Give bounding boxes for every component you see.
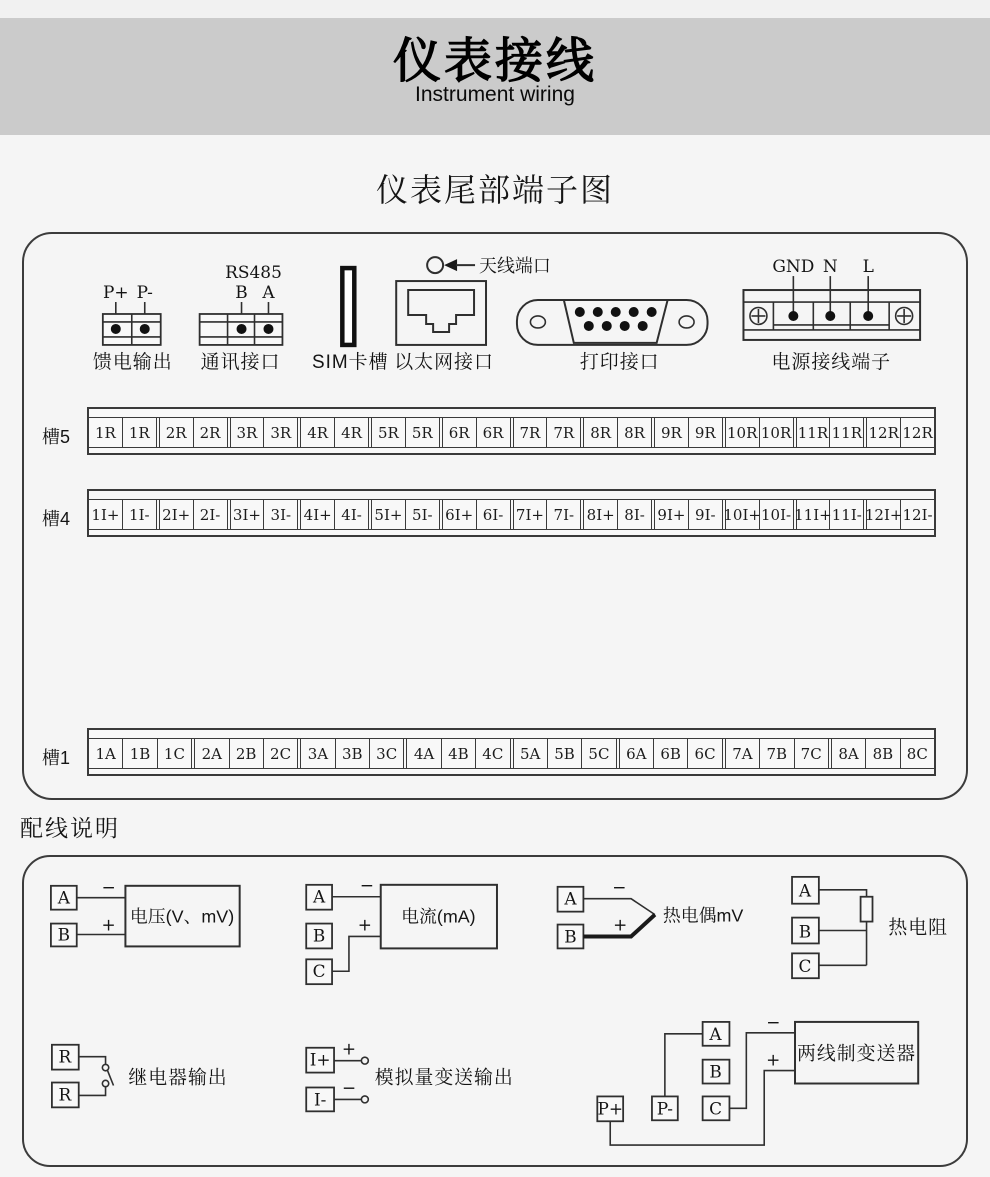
strip-bottom-band <box>89 768 934 774</box>
two-wire-transmitter-label: 两线制变送器 <box>797 1042 917 1064</box>
terminal-a: A <box>564 888 577 909</box>
wiring-instructions-box <box>22 855 968 1167</box>
terminal-cell: 8A <box>831 739 866 768</box>
terminal-cell: 7I- <box>547 500 581 529</box>
ethernet-label: 以太网接口 <box>394 351 494 373</box>
contact-icon <box>102 1064 108 1070</box>
resistor-icon <box>861 897 873 922</box>
terminal-cell: 7A <box>725 739 760 768</box>
terminal-cell: 9R <box>654 418 689 447</box>
rs485-label: RS485 <box>225 262 282 283</box>
terminal-cell: 7R <box>547 418 581 447</box>
terminal-cell: 4B <box>442 739 476 768</box>
terminal-c: C <box>312 961 326 982</box>
terminal-cell: 9I- <box>689 500 723 529</box>
terminal-cell: 7R <box>513 418 548 447</box>
terminal-a: A <box>798 880 812 901</box>
terminal-cell: 1I+ <box>89 500 123 529</box>
comm-label: 通讯接口 <box>200 351 281 373</box>
comm-connector <box>200 262 283 373</box>
terminal-cell: 5R <box>406 418 440 447</box>
slot1-strip <box>87 728 936 776</box>
top-strip <box>0 0 990 18</box>
terminal-b: B <box>709 1061 722 1082</box>
plus-sign: + <box>357 914 372 935</box>
terminal-c: C <box>798 956 812 977</box>
terminal-cell: 5I+ <box>371 500 406 529</box>
terminal-cell: 10I- <box>760 500 794 529</box>
analog-output-wiring-diagram <box>306 1039 514 1112</box>
slot5-strip <box>87 407 936 455</box>
terminal-b: B <box>798 921 812 942</box>
strip-bottom-band <box>89 529 934 535</box>
slot4-label: 槽4 <box>42 509 71 529</box>
terminal-cell: 6I+ <box>442 500 477 529</box>
wiring-section-heading: 配线说明 <box>20 815 120 841</box>
rear-connectors-drawing <box>24 234 962 384</box>
rtd-label: 热电阻 <box>888 916 948 938</box>
terminal-cell: 4C <box>476 739 510 768</box>
terminal-cell: 4R <box>335 418 369 447</box>
terminal-cell: 6R <box>442 418 477 447</box>
terminal-cell: 3B <box>336 739 370 768</box>
current-label: 电流(mA) <box>401 906 476 927</box>
relay-wiring-diagram <box>52 1045 228 1108</box>
minus-sign: − <box>359 874 374 895</box>
terminal-cell: 12I+ <box>866 500 901 529</box>
power-pin-l: L <box>862 256 874 277</box>
terminal-i-plus: I+ <box>309 1049 331 1070</box>
antenna-port-icon <box>427 257 443 273</box>
plus-sign: + <box>613 914 628 935</box>
terminal-cell: 4I+ <box>300 500 335 529</box>
terminal-cell: 2R <box>159 418 194 447</box>
terminal-cell: 8C <box>906 744 928 763</box>
terminal-cell: 8R <box>618 418 652 447</box>
rj45-jack-icon <box>408 290 474 332</box>
terminal-cell: 2A <box>194 739 229 768</box>
terminal-cell: 10I+ <box>725 500 760 529</box>
terminal-cell: 5B <box>548 739 582 768</box>
title-banner <box>0 18 990 135</box>
terminal-cell: 9R <box>689 418 723 447</box>
terminal-cell: 8B <box>866 739 900 768</box>
strip-top-band <box>89 730 934 739</box>
power-pin-gnd: GND <box>772 256 815 277</box>
comm-pin-a: A <box>262 282 275 303</box>
terminal-r2: R <box>58 1084 72 1105</box>
current-wiring-diagram <box>306 875 497 984</box>
contact-icon <box>102 1080 108 1086</box>
terminal-cell: 6R <box>477 418 511 447</box>
terminal-cell: 5I- <box>406 500 440 529</box>
minus-sign: − <box>101 876 116 897</box>
plus-sign: + <box>341 1038 357 1059</box>
feed-output-connector <box>93 282 173 373</box>
plus-sign: + <box>766 1049 781 1070</box>
terminal-cell: 4A <box>406 739 441 768</box>
slot5-label: 槽5 <box>42 427 71 447</box>
strip-top-band <box>89 491 934 500</box>
terminal-cell: 3C <box>370 739 404 768</box>
terminal-cell: 1A <box>89 739 123 768</box>
plus-sign: + <box>101 914 116 935</box>
feed-pin-plus: P+ <box>102 282 129 303</box>
comm-pin-b: B <box>235 282 248 303</box>
strip-top-band <box>89 409 934 418</box>
terminal-cell: 6B <box>654 739 688 768</box>
terminal-r1: R <box>58 1046 72 1067</box>
terminal-cell: 8I- <box>618 500 652 529</box>
terminal-b: B <box>564 926 577 947</box>
terminal-cell: 2I+ <box>159 500 194 529</box>
relay-label: 继电器输出 <box>128 1066 228 1088</box>
terminal-cell: 12R <box>902 423 933 442</box>
terminal-cell: 4I- <box>335 500 369 529</box>
terminal-cell: 1C <box>158 739 192 768</box>
sim-slot-label: SIM卡槽 <box>312 351 389 373</box>
terminal-b: B <box>312 925 326 946</box>
terminal-cell: 1R <box>123 418 157 447</box>
minus-sign: − <box>341 1077 357 1098</box>
terminal-c: C <box>709 1098 722 1119</box>
terminal-cell: 1I- <box>123 500 157 529</box>
printer-label: 打印接口 <box>579 351 660 373</box>
terminal-a: A <box>709 1023 722 1044</box>
terminal-cell: 6I- <box>477 500 511 529</box>
sim-slot <box>312 268 389 373</box>
two-wire-transmitter-wiring-diagram <box>597 1012 918 1145</box>
contact-icon <box>361 1057 368 1064</box>
terminal-cell: 12I- <box>902 505 933 524</box>
terminal-cell: 12R <box>866 418 901 447</box>
slot1-label: 槽1 <box>42 748 71 768</box>
terminal-cell: 5C <box>582 739 616 768</box>
power-pin-n: N <box>822 256 838 277</box>
terminal-cell: 10R <box>725 418 760 447</box>
terminal-cell: 8R <box>583 418 618 447</box>
terminal-cell: 8I+ <box>583 500 618 529</box>
printer-connector <box>517 300 708 373</box>
page-subtitle: Instrument wiring <box>415 83 575 107</box>
terminal-cell: 6A <box>619 739 654 768</box>
terminal-cell: 5R <box>371 418 406 447</box>
terminal-cell: 7C <box>795 739 829 768</box>
terminal-cell: 5A <box>513 739 548 768</box>
terminal-cell: 2I- <box>194 500 228 529</box>
terminal-cell: 11R <box>796 418 831 447</box>
terminal-a: A <box>313 886 326 907</box>
terminal-cell: 1R <box>89 418 123 447</box>
rtd-wiring-diagram <box>792 877 948 978</box>
power-label: 电源接线端子 <box>771 351 892 373</box>
terminal-b: B <box>57 924 71 945</box>
terminal-cell: 3R <box>264 418 298 447</box>
terminal-cell: 4R <box>300 418 335 447</box>
terminal-cell: 11R <box>830 418 864 447</box>
terminal-p-plus: P+ <box>597 1098 623 1119</box>
terminal-cell: 11I- <box>830 500 864 529</box>
terminal-cell: 11I+ <box>796 500 831 529</box>
terminal-cell: 2R <box>194 418 228 447</box>
strip-bottom-band <box>89 447 934 453</box>
terminal-p-minus: P- <box>656 1098 673 1119</box>
terminal-cell: 1B <box>123 739 157 768</box>
terminal-cell: 6C <box>688 739 722 768</box>
terminal-cell: 3I- <box>264 500 298 529</box>
terminal-cell: 2B <box>230 739 264 768</box>
page-title: 仪表接线 <box>392 35 597 88</box>
terminal-i-minus: I- <box>313 1089 327 1110</box>
antenna-port-label: 天线端口 <box>479 256 551 277</box>
terminal-a: A <box>57 887 70 908</box>
wiring-diagrams-drawing <box>24 857 962 1161</box>
thermocouple-label: 热电偶mV <box>662 905 744 926</box>
minus-sign: − <box>766 1011 781 1032</box>
ethernet-connector <box>394 256 551 373</box>
terminal-cell: 3I+ <box>230 500 265 529</box>
voltage-wiring-diagram <box>51 877 240 947</box>
power-connector <box>743 256 920 373</box>
terminal-cell: 7I+ <box>513 500 548 529</box>
feed-pin-minus: P- <box>136 282 153 303</box>
terminal-diagram-box <box>22 232 968 800</box>
terminal-cell: 10R <box>760 418 794 447</box>
terminal-cell: 9I+ <box>654 500 689 529</box>
thermocouple-wiring-diagram <box>558 877 744 949</box>
terminal-cell: 2C <box>264 739 298 768</box>
minus-sign: − <box>612 876 627 897</box>
voltage-label: 电压(V、mV) <box>129 906 235 927</box>
contact-icon <box>361 1096 368 1103</box>
slot4-strip <box>87 489 936 537</box>
analog-output-label: 模拟量变送输出 <box>374 1066 514 1088</box>
terminal-cell: 3R <box>230 418 265 447</box>
terminal-diagram-title: 仪表尾部端子图 <box>375 172 614 208</box>
feed-output-label: 馈电输出 <box>92 351 173 373</box>
terminal-cell: 7B <box>760 739 794 768</box>
terminal-cell: 3A <box>300 739 335 768</box>
